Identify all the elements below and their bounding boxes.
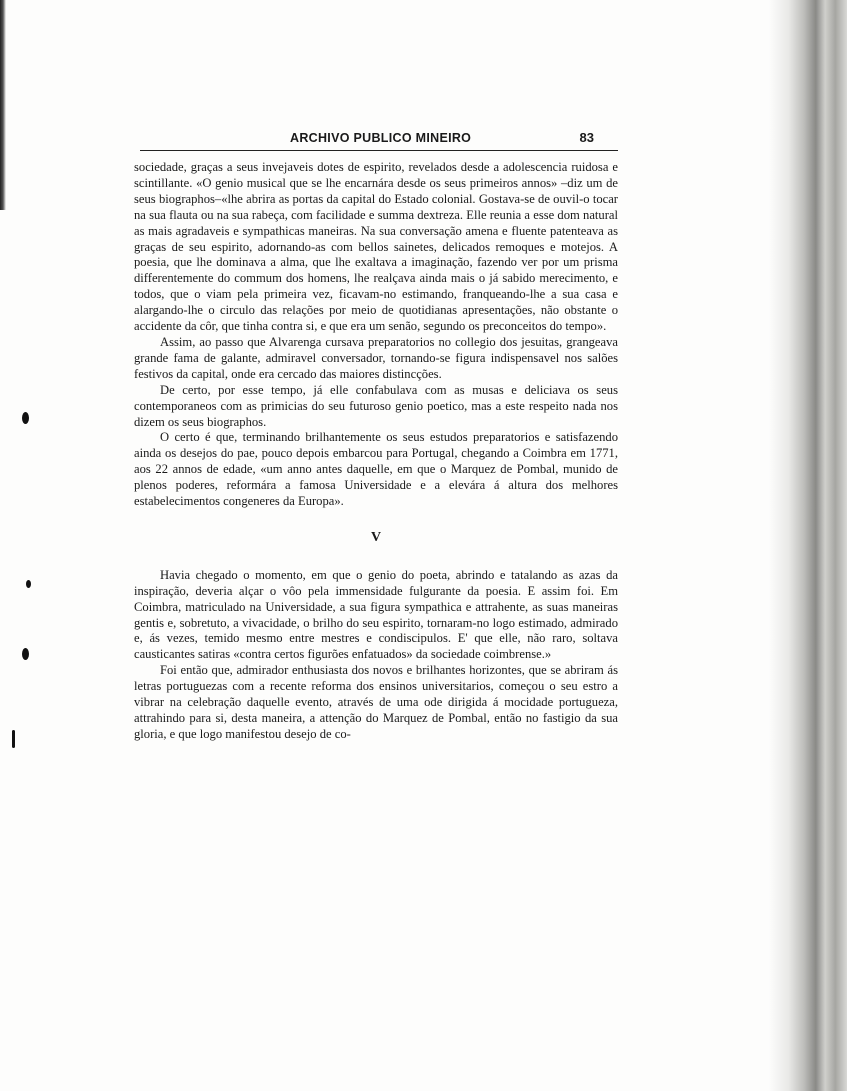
body-text <box>134 160 618 743</box>
ink-speck <box>22 412 29 424</box>
book-binding-edge <box>769 0 847 1091</box>
ink-speck <box>26 580 31 588</box>
paragraph: Foi então que, admirador enthusiasta dos novos e brilhantes horizontes, que se abriram ás letras portuguezas com a recente reforma dos ensinos universitarios, começou o seu estro a vibrar na celebração daquelle evento, através de uma ode dirigida á mocidade portugueza, attrahindo para si, desta maneira, a attenção do Marquez de Pombal, então no fastigio da sua gloria, e que logo manifestou desejo de co- <box>134 663 618 741</box>
paragraph: Assim, ao passo que Alvarenga cursava preparatorios no collegio dos jesuitas, grangeava grande fama de galante, admiravel conversador, tornando-se figura indispensavel nos salões festivos da capital, onde era cercado das maiores distincções. <box>134 334 618 381</box>
page-left-shadow <box>0 0 6 210</box>
page-number: 83 <box>579 130 594 145</box>
paragraph: Havia chegado o momento, em que o genio do poeta, abrindo e tatalando as azas da inspiração, deveria alçar o vôo pela immensidade fulgurante da poesia. E assim foi. Em Coimbra, matriculado na Universidade, a sua figura sympathica e attrahente, as suas maneiras gentis e, sobretuto, a vivacidade, o brilho do seu espirito, tornaram-no logo estimado, admirado e, ás vezes, temido mesmo entre mestres e condiscipulos. E' que elle, não raro, soltava causticantes satiras «contra certos figurões enfatuados» da sociedade coimbrense.» <box>134 567 618 662</box>
paragraph: O certo é que, terminando brilhantemente os seus estudos preparatorios e satisfazendo ainda os desejos do pae, pouco depois embarcou para Portugal, chegando a Coimbra em 1771, aos 22 annos de edade, «um anno antes daquelle, em que o Marquez de Pombal, munido de plenos poderes, reformára a famosa Universidade e a elevára á altura dos melhores estabelecimentos congeneres da Europa». <box>134 430 618 509</box>
ink-speck <box>22 648 29 660</box>
paragraph: De certo, por esse tempo, já elle confabulava com as musas e deliciava os seus contemporaneos com as primicias do seu futuroso genio poetico, mas a este respeito nada nos dizem os seus biographos. <box>134 382 618 429</box>
ink-speck <box>12 730 15 748</box>
paragraph: sociedade, graças a seus invejaveis dotes de espirito, revelados desde a adolescencia ruidosa e scintillante. «O genio musical que se lhe encarnára desde os seus primeiros annos» –diz um de seus biographos–«lhe abrira as portas da capital do Estado colonial. Gostava-se de ouvil-o tocar na sua flauta ou na sua rabeça, com facilidade e summa dextreza. Elle reunia a esse dom natural as mais agradaveis e sympathicas maneiras. Na sua conversação amena e fluente patenteava as graças de seu espirito, adornando-as com bellos sainetes, delicados remoques e motejos. A poesia, que lhe dominava a alma, que lhe exaltava a imaginação, fazendo ver por um prisma differentemente do commum dos homens, lhe realçava ainda mais o já sabido merecimento, e todos, que o viam pela primeira vez, ficavam-no estimando, franqueando-lhe a sua casa e alargando-lhe o circulo das relações por meio de quotidianas apresentações, não obstante o accidente da côr, que tinha contra si, e que era um senão, segundo os preconceitos do tempo». <box>134 160 618 334</box>
header-title: ARCHIVO PUBLICO MINEIRO <box>290 131 472 145</box>
running-header <box>140 128 618 151</box>
section-number: V <box>370 529 382 545</box>
